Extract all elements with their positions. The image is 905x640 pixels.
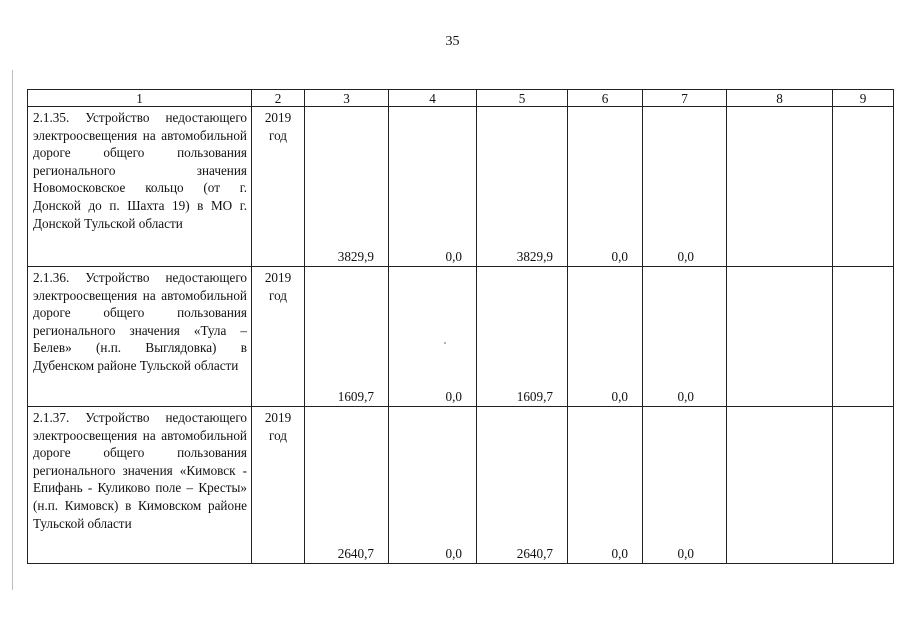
value-cell-3: 1609,7: [305, 267, 389, 407]
value-cell-8: [727, 267, 833, 407]
column-header-9: 9: [833, 90, 894, 107]
measure-name-cell: 2.1.35. Устройство недостающего электроосвещения на автомобильной дороге общего пользования регионального значения Новомосковское кольцо (от г. Донской до п. Шахта 19) в МО г. Донской Тульской области: [28, 107, 252, 267]
column-header-2: 2: [252, 90, 305, 107]
data-table: [27, 89, 894, 564]
value-cell-6: 0,0: [568, 107, 643, 267]
value-cell-3: 2640,7: [305, 407, 389, 564]
value-cell-7: 0,0: [643, 267, 727, 407]
column-header-4: 4: [389, 90, 477, 107]
year-cell: 2019 год: [252, 267, 305, 407]
value-cell-6: 0,0: [568, 407, 643, 564]
measure-name-cell: 2.1.36. Устройство недостающего электроосвещения на автомобильной дороге общего пользования регионального значения «Тула – Белев» (н.п. Выглядовка) в Дубенском районе Тульской области: [28, 267, 252, 407]
table-row: [28, 107, 894, 267]
value-cell-5: 2640,7: [477, 407, 568, 564]
page-number: 35: [445, 34, 460, 49]
column-header-7: 7: [643, 90, 727, 107]
column-header-6: 6: [568, 90, 643, 107]
value-cell-9: [833, 267, 894, 407]
value-cell-8: [727, 407, 833, 564]
value-cell-4: 0,0: [389, 267, 477, 407]
column-header-3: 3: [305, 90, 389, 107]
table-row: [28, 267, 894, 407]
header-row: [28, 90, 894, 107]
scan-edge-mark: [12, 70, 13, 590]
value-cell-4: 0,0: [389, 407, 477, 564]
value-cell-5: 3829,9: [477, 107, 568, 267]
measure-name-cell: 2.1.37. Устройство недостающего электроосвещения на автомобильной дороге общего пользования регионального значения «Кимовск - Епифань - Куликово поле – Кресты» (н.п. Кимовск) в Кимовском районе Тульской области: [28, 407, 252, 564]
value-cell-5: 1609,7: [477, 267, 568, 407]
table-row: [28, 407, 894, 564]
column-header-1: 1: [28, 90, 252, 107]
value-cell-9: [833, 107, 894, 267]
value-cell-7: 0,0: [643, 407, 727, 564]
column-header-8: 8: [727, 90, 833, 107]
value-cell-7: 0,0: [643, 107, 727, 267]
value-cell-4: 0,0: [389, 107, 477, 267]
value-cell-8: [727, 107, 833, 267]
year-cell: 2019 год: [252, 407, 305, 564]
column-header-5: 5: [477, 90, 568, 107]
value-cell-6: 0,0: [568, 267, 643, 407]
value-cell-3: 3829,9: [305, 107, 389, 267]
year-cell: 2019 год: [252, 107, 305, 267]
value-cell-9: [833, 407, 894, 564]
